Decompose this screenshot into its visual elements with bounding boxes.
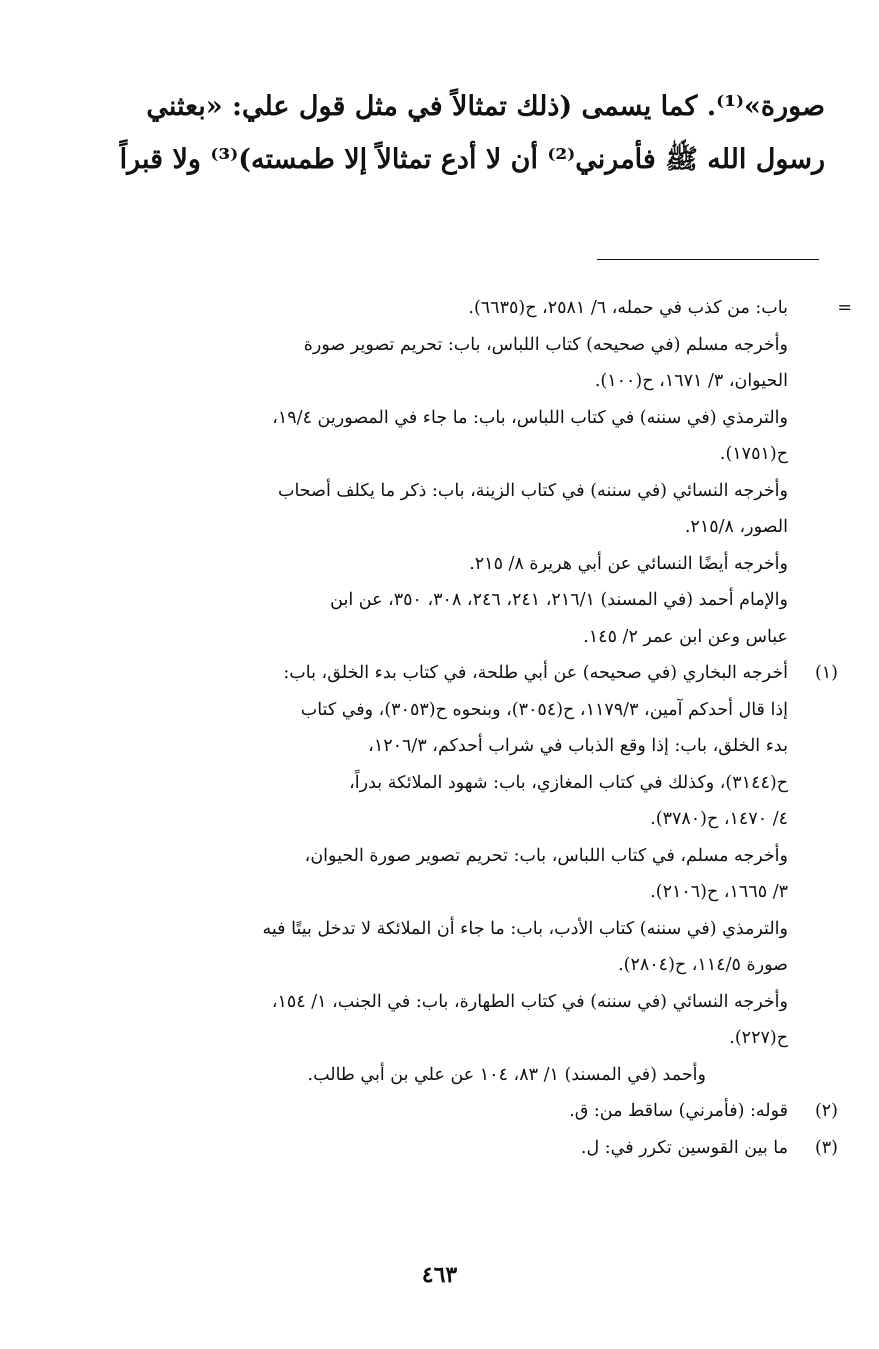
footnote-line: وأحمد (في المسند) ١/ ٨٣، ١٠٤ عن علي بن أبي طالب. — [307, 1064, 706, 1085]
footnote-line: صورة ١١٤/٥، ح(٢٨٠٤). — [618, 955, 788, 975]
footnote-2 — [140, 1093, 838, 1130]
footnote-3 — [140, 1130, 838, 1167]
footnote-line: الصور، ٢١٥/٨. — [684, 517, 788, 537]
footnote-line: عباس وعن ابن عمر ٢/ ١٤٥. — [583, 626, 788, 647]
footnote-number: (١) — [814, 663, 838, 683]
footnote-line: وأخرجه أيضًا النسائي عن أبي هريرة ٨/ ٢١٥. — [469, 553, 788, 574]
footnote-line: باب: من كذب في حمله، ٦/ ٢٥٨١، ح(٦٦٣٥). — [468, 298, 788, 318]
main-text-line: رسول الله ﷺ فأمرني⁽²⁾ أن لا أدع تمثالاً إلا طمسته)⁽³⁾ ولا قبراً — [119, 144, 825, 175]
footnote-line: ٣/ ١٦٦٥، ح(٢١٠٦). — [650, 882, 788, 902]
footnote-line: وأخرجه مسلم، في كتاب اللباس، باب: تحريم تصوير صورة الحيوان، — [304, 845, 788, 866]
footnote-line: وأخرجه النسائي (في سننه) في كتاب الطهارة، باب: في الجنب، ١/ ١٥٤، — [271, 991, 788, 1012]
footnote-line: ح(٣١٤٤)، وكذلك في كتاب المغازي، باب: شهود الملائكة بدراً، — [349, 772, 788, 793]
footnote-1 — [140, 655, 838, 1093]
footnote-line: ما بين القوسين تكرر في: ل. — [580, 1137, 788, 1158]
footnote-number: (٢) — [814, 1101, 838, 1121]
footnote-line: الحيوان، ٣/ ١٦٧١، ح(١٠٠). — [594, 371, 788, 391]
footnote-line: ٤/ ١٤٧٠، ح(٣٧٨٠). — [650, 809, 788, 829]
footnotes — [140, 290, 852, 1166]
main-text-line: صورة»⁽¹⁾. كما يسمى (ذلك تمثالاً في مثل قول علي: «بعثني — [146, 91, 825, 122]
footnote-line: أخرجه البخاري (في صحيحه) عن أبي طلحة، في كتاب بدء الخلق، باب: — [283, 663, 788, 683]
footnote-line: ح(١٧٥١). — [719, 444, 788, 464]
footnote-line: والترمذي (في سننه) كتاب الأدب، باب: ما جاء أن الملائكة لا تدخل بيتًا فيه — [262, 918, 788, 939]
footnote-line: وأخرجه النسائي (في سننه) في كتاب الزينة، باب: ذكر ما يكلف أصحاب — [278, 480, 788, 501]
footnote-line: والترمذي (في سننه) في كتاب اللباس، باب: ما جاء في المصورين ١٩/٤، — [272, 407, 788, 428]
page-number: ٤٦٣ — [421, 1262, 458, 1288]
footnote-line: وأخرجه مسلم (في صحيحه) كتاب اللباس، باب: تحريم تصوير صورة — [303, 334, 788, 355]
footnote-number: (٣) — [814, 1137, 838, 1158]
footnote-line: ح(٢٢٧). — [729, 1028, 788, 1048]
footnote-line: إذا قال أحدكم آمين، ١١٧٩/٣، ح(٣٠٥٤)، وبنحوه ح(٣٠٥٣)، وفي كتاب — [300, 699, 788, 720]
main-text — [119, 80, 825, 186]
footnote-line: بدء الخلق، باب: إذا وقع الذباب في شراب أحدكم، ١٢٠٦/٣، — [368, 736, 788, 756]
footnote-continuation — [140, 290, 852, 655]
footnote-line: والإمام أحمد (في المسند) ٢١٦/١، ٢٤١، ٢٤٦، ٣٠٨، ٣٥٠، عن ابن — [330, 590, 788, 610]
footnote-separator — [597, 259, 819, 260]
footnote-line: قوله: (فأمرني) ساقط من: ق. — [569, 1101, 788, 1121]
continuation-mark: = — [837, 298, 852, 318]
